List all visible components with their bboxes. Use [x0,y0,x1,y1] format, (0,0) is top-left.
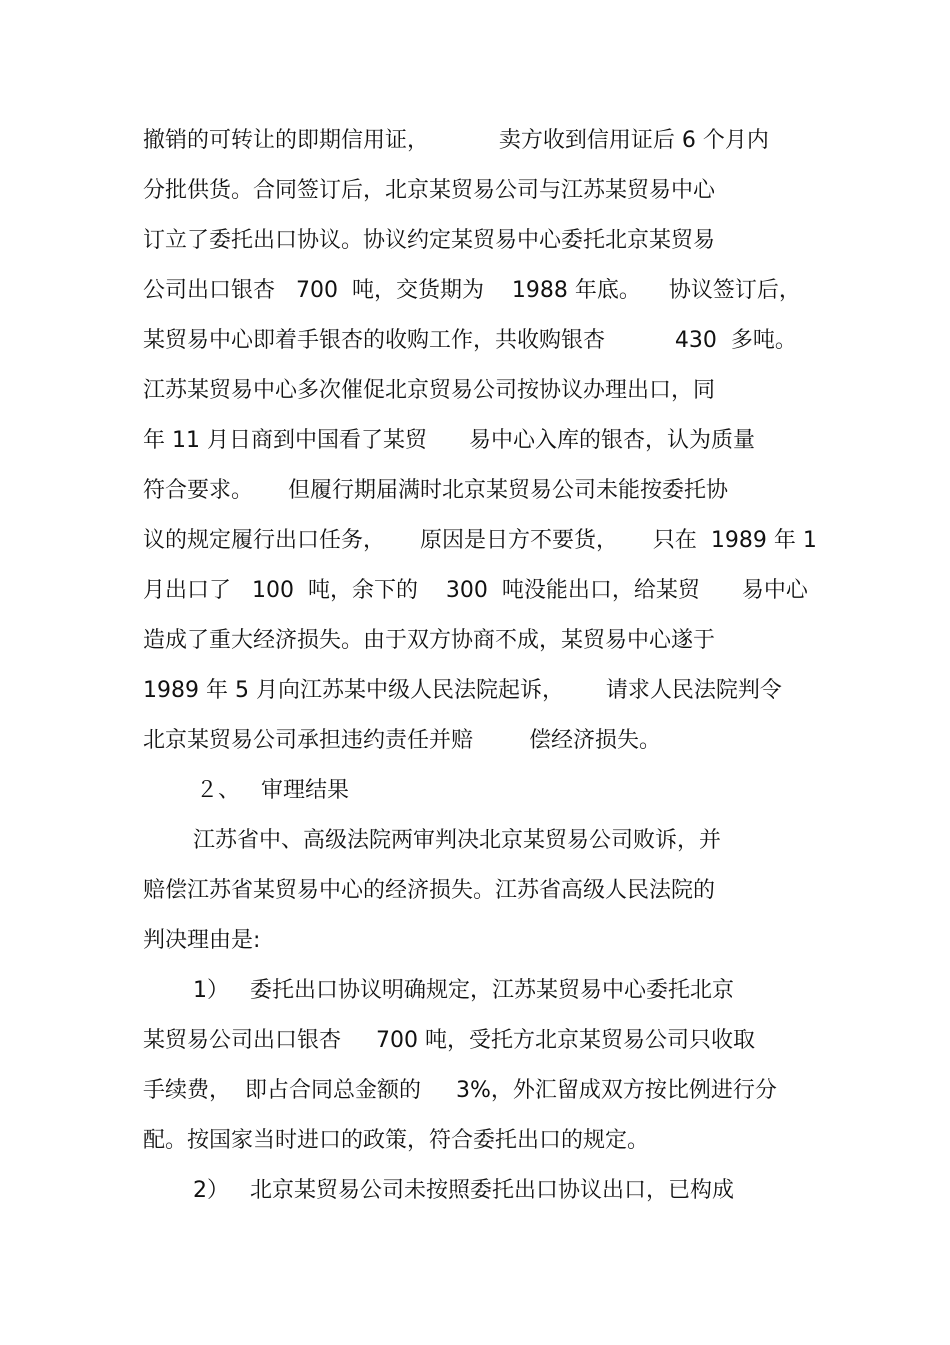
text-line-16: 赔偿江苏省某贸易中心的经济损失。江苏省高级人民法院的 [143,878,716,903]
text-line-20: 手续费， 即占合同总金额的 3%，外汇留成双方按比例进行分 [143,1078,777,1103]
text-line-1: 撤销的可转让的即期信用证， 卖方收到信用证后 6 个月内 [143,128,769,153]
text-line-9: 议的规定履行出口任务， 原因是日方不要货， 只在 1989 年 1 [143,528,817,553]
text-line-8: 符合要求。 但履行期届满时北京某贸易公司未能按委托协 [143,478,728,503]
text-line-22: 2） 北京某贸易公司未按照委托出口协议出口，已构成 [193,1178,734,1203]
text-line-2: 分批供货。合同签订后，北京某贸易公司与江苏某贸易中心 [143,178,716,203]
text-line-19: 某贸易公司出口银杏 700 吨，受托方北京某贸易公司只收取 [143,1028,755,1053]
text-line-10: 月出口了 100 吨，余下的 300 吨没能出口，给某贸 易中心 [143,578,808,603]
text-line-18: 1） 委托出口协议明确规定，江苏某贸易中心委托北京 [193,978,734,1003]
text-line-5: 某贸易中心即着手银杏的收购工作，共收购银杏 430 多吨。 [143,328,797,353]
text-line-21: 配。按国家当时进口的政策，符合委托出口的规定。 [143,1128,650,1153]
text-line-4: 公司出口银杏 700 吨，交货期为 1988 年底。 协议签订后， [143,278,801,303]
text-line-7: 年 11 月日商到中国看了某贸 易中心入库的银杏，认为质量 [143,428,755,453]
text-line-13: 北京某贸易公司承担违约责任并赔 偿经济损失。 [143,728,661,753]
text-line-15: 江苏省中、高级法院两审判决北京某贸易公司败诉，并 [193,828,722,853]
text-line-17: 判决理由是: [143,928,261,953]
text-line-3: 订立了委托出口协议。协议约定某贸易中心委托北京某贸易 [143,228,716,253]
section-heading: ２、 审理结果 [196,778,349,803]
text-line-6: 江苏某贸易中心多次催促北京贸易公司按协议办理出口，同 [143,378,716,403]
text-line-12: 1989 年 5 月向江苏某中级人民法院起诉， 请求人民法院判令 [143,678,782,703]
text-line-11: 造成了重大经济损失。由于双方协商不成，某贸易中心遂于 [143,628,716,653]
